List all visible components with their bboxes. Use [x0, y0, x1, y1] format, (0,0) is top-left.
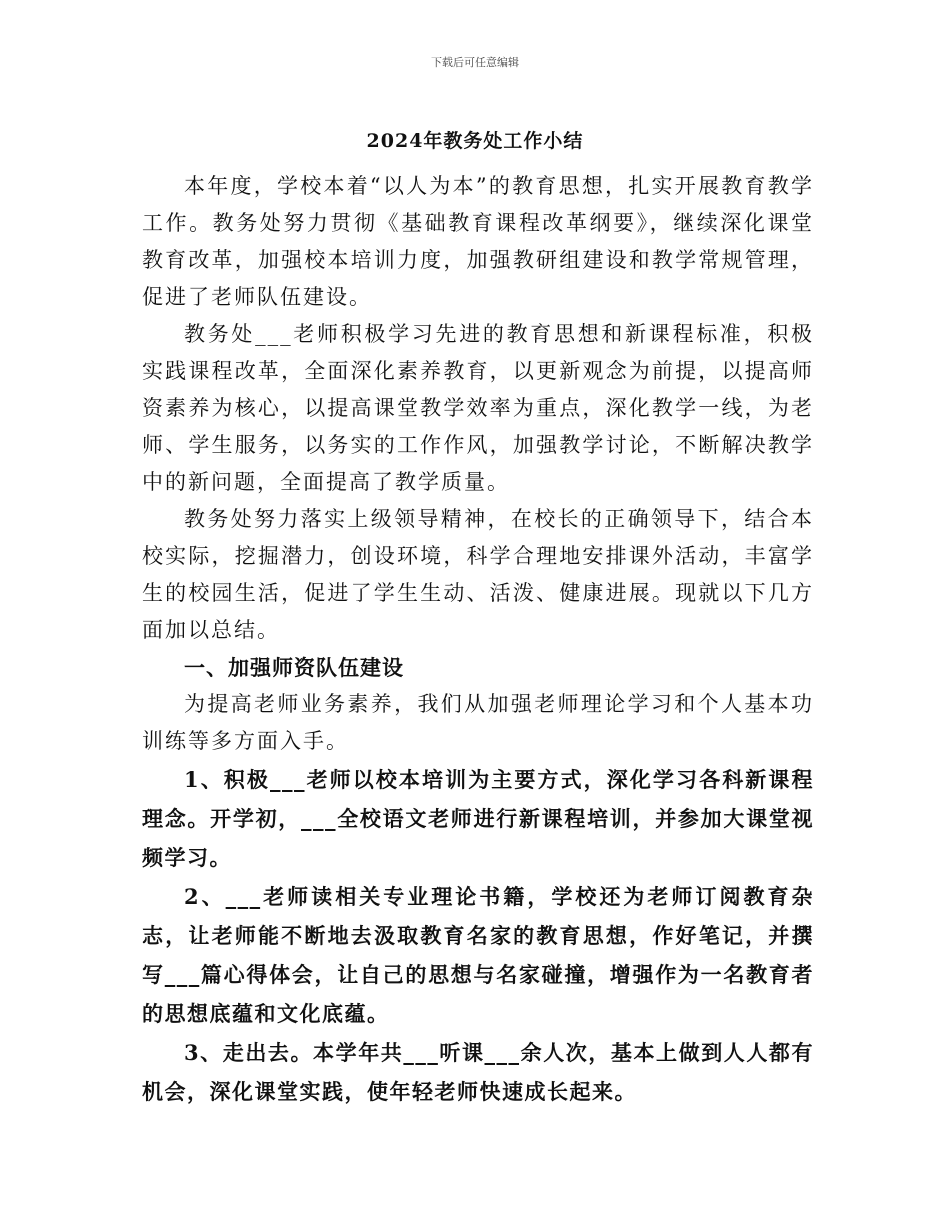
page-header-note: 下载后可任意编辑	[431, 56, 519, 69]
section-1-item-2: 2、___老师读相关专业理论书籍，学校还为老师订阅教育杂志，让老师能不断地去汲取教育名家的教育思想，作好笔记，并撰写___篇心得体会，让自己的思想与名家碰撞，增强作为一名教育者的思想底蕴和文化底蕴。	[142, 884, 814, 1026]
section-1-item-3: 3、走出去。本学年共___听课___余人次，基本上做到人人都有机会，深化课堂实践，使年轻老师快速成长起来。	[142, 1040, 814, 1104]
document-title: 2024年教务处工作小结	[366, 130, 584, 152]
document-body	[142, 168, 814, 1111]
section-1-item-1: 1、积极___老师以校本培训为主要方式，深化学习各科新课程理念。开学初，___全校语文老师进行新课程培训，并参加大课堂视频学习。	[142, 767, 814, 870]
intro-paragraph-3: 教务处努力落实上级领导精神，在校长的正确领导下，结合本校实际，挖掘潜力，创设环境，科学合理地安排课外活动，丰富学生的校园生活，促进了学生生动、活泼、健康进展。现就以下几方面加以总结。	[142, 507, 814, 642]
intro-paragraph-2: 教务处___老师积极学习先进的教育思想和新课程标准，积极实践课程改革，全面深化素养教育，以更新观念为前提，以提高师资素养为核心，以提高课堂教学效率为重点，深化教学一线，为老师、学生服务，以务实的工作作风，加强教学讨论，不断解决教学中的新问题，全面提高了教学质量。	[142, 322, 814, 494]
intro-paragraph-1: 本年度，学校本着“以人为本”的教育思想，扎实开展教育教学工作。教务处努力贯彻《基础教育课程改革纲要》，继续深化课堂教育改革，加强校本培训力度，加强教研组建设和教学常规管理，促进了老师队伍建设。	[142, 174, 814, 309]
section-1-heading: 一、加强师资队伍建设	[184, 655, 404, 680]
section-1-intro: 为提高老师业务素养，我们从加强老师理论学习和个人基本功训练等多方面入手。	[142, 692, 814, 753]
